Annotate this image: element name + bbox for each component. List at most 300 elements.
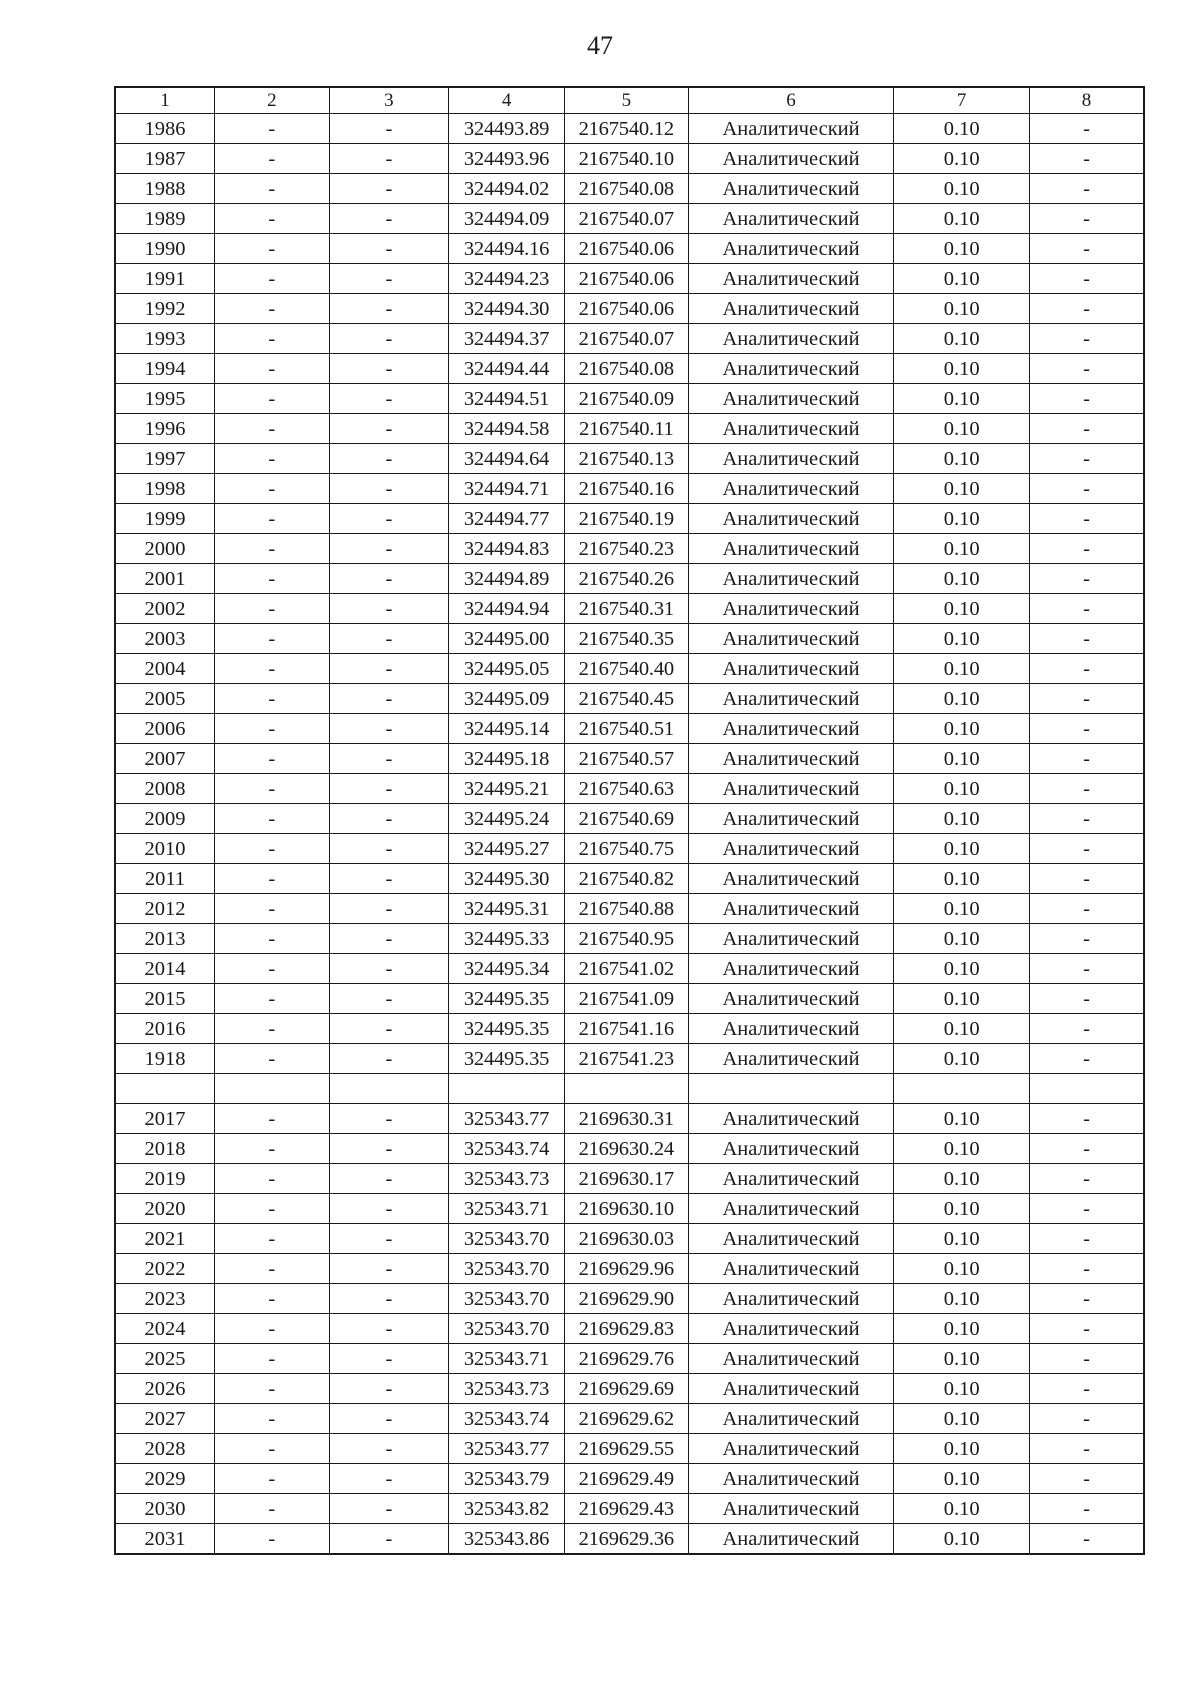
col-3-value-cell: - bbox=[329, 1434, 449, 1464]
col-8-value-cell: - bbox=[1029, 1104, 1144, 1134]
col-2-value-cell: - bbox=[215, 204, 329, 234]
method-cell: Аналитический bbox=[688, 744, 894, 774]
table-row bbox=[115, 234, 1144, 264]
col-8-value-cell: - bbox=[1029, 1434, 1144, 1464]
point-number-cell: 2015 bbox=[115, 984, 215, 1014]
point-number-cell: 2020 bbox=[115, 1194, 215, 1224]
table-row bbox=[115, 1254, 1144, 1284]
method-cell: Аналитический bbox=[688, 774, 894, 804]
method-cell: Аналитический bbox=[688, 924, 894, 954]
col-3-value-cell: - bbox=[329, 534, 449, 564]
y-coordinate-cell: 2167540.51 bbox=[564, 714, 688, 744]
col-8-value-cell: - bbox=[1029, 414, 1144, 444]
x-coordinate-cell: 324493.89 bbox=[449, 114, 565, 144]
point-number-cell: 1993 bbox=[115, 324, 215, 354]
accuracy-cell: 0.10 bbox=[894, 714, 1030, 744]
col-8-value-cell: - bbox=[1029, 834, 1144, 864]
col-3-value-cell bbox=[329, 1074, 449, 1104]
x-coordinate-cell: 324494.58 bbox=[449, 414, 565, 444]
x-coordinate-cell: 324495.31 bbox=[449, 894, 565, 924]
y-coordinate-cell: 2169629.49 bbox=[564, 1464, 688, 1494]
col-2-value-cell: - bbox=[215, 1374, 329, 1404]
col-8-value-cell: - bbox=[1029, 534, 1144, 564]
x-coordinate-cell: 324495.14 bbox=[449, 714, 565, 744]
x-coordinate-cell: 325343.70 bbox=[449, 1314, 565, 1344]
accuracy-cell: 0.10 bbox=[894, 1344, 1030, 1374]
col-2-value-cell: - bbox=[215, 534, 329, 564]
accuracy-cell: 0.10 bbox=[894, 954, 1030, 984]
col-3-value-cell: - bbox=[329, 1194, 449, 1224]
point-number-cell: 2006 bbox=[115, 714, 215, 744]
col-8-value-cell: - bbox=[1029, 1164, 1144, 1194]
accuracy-cell: 0.10 bbox=[894, 564, 1030, 594]
col-8-value-cell: - bbox=[1029, 324, 1144, 354]
point-number-cell: 2018 bbox=[115, 1134, 215, 1164]
y-coordinate-cell: 2169630.24 bbox=[564, 1134, 688, 1164]
point-number-cell: 2008 bbox=[115, 774, 215, 804]
table-row bbox=[115, 654, 1144, 684]
accuracy-cell: 0.10 bbox=[894, 594, 1030, 624]
point-number-cell: 2007 bbox=[115, 744, 215, 774]
col-2-value-cell: - bbox=[215, 894, 329, 924]
table-row bbox=[115, 174, 1144, 204]
col-8-value-cell: - bbox=[1029, 864, 1144, 894]
col-2-value-cell: - bbox=[215, 654, 329, 684]
table-row bbox=[115, 354, 1144, 384]
accuracy-cell: 0.10 bbox=[894, 864, 1030, 894]
point-number-cell: 2023 bbox=[115, 1284, 215, 1314]
table-row bbox=[115, 144, 1144, 174]
x-coordinate-cell: 325343.73 bbox=[449, 1164, 565, 1194]
x-coordinate-cell: 324495.35 bbox=[449, 1044, 565, 1074]
point-number-cell: 2021 bbox=[115, 1224, 215, 1254]
table-row bbox=[115, 534, 1144, 564]
point-number-cell: 1987 bbox=[115, 144, 215, 174]
accuracy-cell: 0.10 bbox=[894, 354, 1030, 384]
x-coordinate-cell: 324494.02 bbox=[449, 174, 565, 204]
method-cell: Аналитический bbox=[688, 324, 894, 354]
col-8-value-cell: - bbox=[1029, 564, 1144, 594]
method-cell: Аналитический bbox=[688, 1404, 894, 1434]
table-row bbox=[115, 864, 1144, 894]
method-cell: Аналитический bbox=[688, 1194, 894, 1224]
method-cell: Аналитический bbox=[688, 654, 894, 684]
col-2-value-cell: - bbox=[215, 924, 329, 954]
point-number-cell: 2031 bbox=[115, 1524, 215, 1555]
col-3-value-cell: - bbox=[329, 954, 449, 984]
point-number-cell: 2004 bbox=[115, 654, 215, 684]
y-coordinate-cell bbox=[564, 1074, 688, 1104]
table-row bbox=[115, 924, 1144, 954]
point-number-cell: 1990 bbox=[115, 234, 215, 264]
y-coordinate-cell: 2167540.13 bbox=[564, 444, 688, 474]
table-body bbox=[115, 87, 1144, 1554]
col-2-value-cell: - bbox=[215, 1254, 329, 1284]
col-8-value-cell: - bbox=[1029, 1254, 1144, 1284]
y-coordinate-cell: 2169629.62 bbox=[564, 1404, 688, 1434]
x-coordinate-cell bbox=[449, 1074, 565, 1104]
col-3-value-cell: - bbox=[329, 1044, 449, 1074]
x-coordinate-cell: 324495.09 bbox=[449, 684, 565, 714]
y-coordinate-cell: 2169629.90 bbox=[564, 1284, 688, 1314]
x-coordinate-cell: 324495.05 bbox=[449, 654, 565, 684]
col-8-value-cell: - bbox=[1029, 924, 1144, 954]
col-3-value-cell: - bbox=[329, 594, 449, 624]
col-2-value-cell: - bbox=[215, 864, 329, 894]
point-number-cell: 2001 bbox=[115, 564, 215, 594]
method-cell: Аналитический bbox=[688, 1374, 894, 1404]
accuracy-cell: 0.10 bbox=[894, 894, 1030, 924]
table-header-row bbox=[115, 87, 1144, 114]
accuracy-cell bbox=[894, 1074, 1030, 1104]
accuracy-cell: 0.10 bbox=[894, 1374, 1030, 1404]
col-3-value-cell: - bbox=[329, 504, 449, 534]
col-2-value-cell: - bbox=[215, 1014, 329, 1044]
method-cell: Аналитический bbox=[688, 984, 894, 1014]
col-8-value-cell: - bbox=[1029, 1224, 1144, 1254]
col-8-value-cell: - bbox=[1029, 474, 1144, 504]
x-coordinate-cell: 324494.09 bbox=[449, 204, 565, 234]
table-row bbox=[115, 444, 1144, 474]
accuracy-cell: 0.10 bbox=[894, 1464, 1030, 1494]
method-cell: Аналитический bbox=[688, 684, 894, 714]
table-row bbox=[115, 744, 1144, 774]
method-cell: Аналитический bbox=[688, 204, 894, 234]
col-2-value-cell: - bbox=[215, 1464, 329, 1494]
point-number-cell: 1996 bbox=[115, 414, 215, 444]
accuracy-cell: 0.10 bbox=[894, 1104, 1030, 1134]
header-cell-6: 6 bbox=[688, 87, 894, 114]
x-coordinate-cell: 325343.70 bbox=[449, 1254, 565, 1284]
col-3-value-cell: - bbox=[329, 774, 449, 804]
header-cell-4: 4 bbox=[449, 87, 565, 114]
accuracy-cell: 0.10 bbox=[894, 234, 1030, 264]
method-cell: Аналитический bbox=[688, 1224, 894, 1254]
table-row bbox=[115, 114, 1144, 144]
col-8-value-cell: - bbox=[1029, 684, 1144, 714]
col-8-value-cell: - bbox=[1029, 984, 1144, 1014]
method-cell: Аналитический bbox=[688, 354, 894, 384]
table-row bbox=[115, 264, 1144, 294]
col-2-value-cell: - bbox=[215, 1104, 329, 1134]
y-coordinate-cell: 2167540.07 bbox=[564, 204, 688, 234]
y-coordinate-cell: 2167540.07 bbox=[564, 324, 688, 354]
col-2-value-cell: - bbox=[215, 1224, 329, 1254]
col-8-value-cell: - bbox=[1029, 804, 1144, 834]
accuracy-cell: 0.10 bbox=[894, 1284, 1030, 1314]
col-8-value-cell: - bbox=[1029, 144, 1144, 174]
table-row bbox=[115, 1134, 1144, 1164]
col-3-value-cell: - bbox=[329, 1254, 449, 1284]
y-coordinate-cell: 2167540.88 bbox=[564, 894, 688, 924]
y-coordinate-cell: 2169630.31 bbox=[564, 1104, 688, 1134]
table-row bbox=[115, 414, 1144, 444]
col-8-value-cell: - bbox=[1029, 174, 1144, 204]
y-coordinate-cell: 2167540.06 bbox=[564, 264, 688, 294]
table-row bbox=[115, 1074, 1144, 1104]
table-row bbox=[115, 1344, 1144, 1374]
table-row bbox=[115, 1044, 1144, 1074]
col-2-value-cell: - bbox=[215, 1134, 329, 1164]
point-number-cell: 2019 bbox=[115, 1164, 215, 1194]
col-3-value-cell: - bbox=[329, 1344, 449, 1374]
col-2-value-cell: - bbox=[215, 744, 329, 774]
x-coordinate-cell: 324494.44 bbox=[449, 354, 565, 384]
table-row bbox=[115, 1164, 1144, 1194]
method-cell: Аналитический bbox=[688, 1434, 894, 1464]
col-8-value-cell: - bbox=[1029, 1344, 1144, 1374]
table-row bbox=[115, 984, 1144, 1014]
col-8-value-cell: - bbox=[1029, 1374, 1144, 1404]
y-coordinate-cell: 2169630.10 bbox=[564, 1194, 688, 1224]
x-coordinate-cell: 324495.30 bbox=[449, 864, 565, 894]
y-coordinate-cell: 2167540.57 bbox=[564, 744, 688, 774]
col-2-value-cell: - bbox=[215, 354, 329, 384]
table-row bbox=[115, 684, 1144, 714]
y-coordinate-cell: 2167540.40 bbox=[564, 654, 688, 684]
col-2-value-cell: - bbox=[215, 384, 329, 414]
col-3-value-cell: - bbox=[329, 384, 449, 414]
x-coordinate-cell: 324495.24 bbox=[449, 804, 565, 834]
col-3-value-cell: - bbox=[329, 114, 449, 144]
accuracy-cell: 0.10 bbox=[894, 834, 1030, 864]
table-row bbox=[115, 474, 1144, 504]
method-cell: Аналитический bbox=[688, 264, 894, 294]
accuracy-cell: 0.10 bbox=[894, 264, 1030, 294]
col-8-value-cell: - bbox=[1029, 114, 1144, 144]
col-2-value-cell: - bbox=[215, 984, 329, 1014]
method-cell: Аналитический bbox=[688, 834, 894, 864]
method-cell: Аналитический bbox=[688, 1494, 894, 1524]
method-cell: Аналитический bbox=[688, 564, 894, 594]
method-cell: Аналитический bbox=[688, 714, 894, 744]
table-row bbox=[115, 564, 1144, 594]
method-cell: Аналитический bbox=[688, 234, 894, 264]
point-number-cell: 1991 bbox=[115, 264, 215, 294]
coordinate-table bbox=[114, 86, 1145, 1555]
col-3-value-cell: - bbox=[329, 294, 449, 324]
table-row bbox=[115, 1194, 1144, 1224]
y-coordinate-cell: 2169629.36 bbox=[564, 1524, 688, 1555]
col-3-value-cell: - bbox=[329, 414, 449, 444]
x-coordinate-cell: 324494.51 bbox=[449, 384, 565, 414]
y-coordinate-cell: 2169629.69 bbox=[564, 1374, 688, 1404]
col-8-value-cell: - bbox=[1029, 894, 1144, 924]
col-3-value-cell: - bbox=[329, 864, 449, 894]
col-3-value-cell: - bbox=[329, 924, 449, 954]
method-cell: Аналитический bbox=[688, 864, 894, 894]
x-coordinate-cell: 324493.96 bbox=[449, 144, 565, 174]
accuracy-cell: 0.10 bbox=[894, 534, 1030, 564]
point-number-cell: 2012 bbox=[115, 894, 215, 924]
y-coordinate-cell: 2167540.69 bbox=[564, 804, 688, 834]
method-cell: Аналитический bbox=[688, 1344, 894, 1374]
point-number-cell: 1998 bbox=[115, 474, 215, 504]
col-3-value-cell: - bbox=[329, 894, 449, 924]
col-2-value-cell: - bbox=[215, 234, 329, 264]
col-8-value-cell: - bbox=[1029, 294, 1144, 324]
col-8-value-cell: - bbox=[1029, 1524, 1144, 1555]
y-coordinate-cell: 2167540.19 bbox=[564, 504, 688, 534]
col-2-value-cell: - bbox=[215, 144, 329, 174]
method-cell: Аналитический bbox=[688, 1104, 894, 1134]
col-2-value-cell: - bbox=[215, 1404, 329, 1434]
col-3-value-cell: - bbox=[329, 354, 449, 384]
col-2-value-cell: - bbox=[215, 774, 329, 804]
col-3-value-cell: - bbox=[329, 834, 449, 864]
accuracy-cell: 0.10 bbox=[894, 1314, 1030, 1344]
y-coordinate-cell: 2169629.43 bbox=[564, 1494, 688, 1524]
x-coordinate-cell: 325343.77 bbox=[449, 1104, 565, 1134]
col-8-value-cell: - bbox=[1029, 354, 1144, 384]
accuracy-cell: 0.10 bbox=[894, 474, 1030, 504]
col-2-value-cell: - bbox=[215, 1314, 329, 1344]
col-2-value-cell: - bbox=[215, 1194, 329, 1224]
col-8-value-cell: - bbox=[1029, 1194, 1144, 1224]
point-number-cell: 2005 bbox=[115, 684, 215, 714]
method-cell: Аналитический bbox=[688, 624, 894, 654]
point-number-cell: 1997 bbox=[115, 444, 215, 474]
y-coordinate-cell: 2167540.09 bbox=[564, 384, 688, 414]
table-row bbox=[115, 1374, 1144, 1404]
point-number-cell: 2024 bbox=[115, 1314, 215, 1344]
x-coordinate-cell: 325343.73 bbox=[449, 1374, 565, 1404]
col-8-value-cell: - bbox=[1029, 1284, 1144, 1314]
col-2-value-cell: - bbox=[215, 1434, 329, 1464]
col-3-value-cell: - bbox=[329, 1314, 449, 1344]
col-2-value-cell: - bbox=[215, 684, 329, 714]
col-2-value-cell: - bbox=[215, 174, 329, 204]
x-coordinate-cell: 325343.74 bbox=[449, 1134, 565, 1164]
y-coordinate-cell: 2167541.23 bbox=[564, 1044, 688, 1074]
table-row bbox=[115, 504, 1144, 534]
col-8-value-cell: - bbox=[1029, 1404, 1144, 1434]
x-coordinate-cell: 324495.35 bbox=[449, 984, 565, 1014]
y-coordinate-cell: 2167540.06 bbox=[564, 234, 688, 264]
y-coordinate-cell: 2167540.26 bbox=[564, 564, 688, 594]
accuracy-cell: 0.10 bbox=[894, 114, 1030, 144]
col-2-value-cell bbox=[215, 1074, 329, 1104]
col-3-value-cell: - bbox=[329, 234, 449, 264]
col-3-value-cell: - bbox=[329, 1164, 449, 1194]
point-number-cell: 2027 bbox=[115, 1404, 215, 1434]
col-2-value-cell: - bbox=[215, 714, 329, 744]
col-8-value-cell: - bbox=[1029, 504, 1144, 534]
col-2-value-cell: - bbox=[215, 834, 329, 864]
point-number-cell: 1989 bbox=[115, 204, 215, 234]
x-coordinate-cell: 325343.82 bbox=[449, 1494, 565, 1524]
x-coordinate-cell: 325343.77 bbox=[449, 1434, 565, 1464]
accuracy-cell: 0.10 bbox=[894, 1254, 1030, 1284]
y-coordinate-cell: 2167541.09 bbox=[564, 984, 688, 1014]
point-number-cell: 2030 bbox=[115, 1494, 215, 1524]
col-3-value-cell: - bbox=[329, 1494, 449, 1524]
point-number-cell: 2014 bbox=[115, 954, 215, 984]
col-8-value-cell: - bbox=[1029, 444, 1144, 474]
col-8-value-cell: - bbox=[1029, 774, 1144, 804]
col-8-value-cell: - bbox=[1029, 624, 1144, 654]
accuracy-cell: 0.10 bbox=[894, 774, 1030, 804]
point-number-cell: 2010 bbox=[115, 834, 215, 864]
accuracy-cell: 0.10 bbox=[894, 1014, 1030, 1044]
method-cell: Аналитический bbox=[688, 114, 894, 144]
accuracy-cell: 0.10 bbox=[894, 324, 1030, 354]
accuracy-cell: 0.10 bbox=[894, 1434, 1030, 1464]
table-row bbox=[115, 1494, 1144, 1524]
accuracy-cell: 0.10 bbox=[894, 684, 1030, 714]
table-row bbox=[115, 1014, 1144, 1044]
col-3-value-cell: - bbox=[329, 684, 449, 714]
y-coordinate-cell: 2167541.16 bbox=[564, 1014, 688, 1044]
accuracy-cell: 0.10 bbox=[894, 1224, 1030, 1254]
point-number-cell: 2016 bbox=[115, 1014, 215, 1044]
col-3-value-cell: - bbox=[329, 1014, 449, 1044]
y-coordinate-cell: 2167540.10 bbox=[564, 144, 688, 174]
table-row bbox=[115, 1104, 1144, 1134]
col-2-value-cell: - bbox=[215, 114, 329, 144]
method-cell: Аналитический bbox=[688, 414, 894, 444]
method-cell: Аналитический bbox=[688, 384, 894, 414]
col-3-value-cell: - bbox=[329, 1104, 449, 1134]
col-8-value-cell: - bbox=[1029, 234, 1144, 264]
col-8-value-cell: - bbox=[1029, 264, 1144, 294]
col-8-value-cell: - bbox=[1029, 1014, 1144, 1044]
table-row bbox=[115, 1434, 1144, 1464]
col-2-value-cell: - bbox=[215, 1524, 329, 1555]
col-8-value-cell: - bbox=[1029, 954, 1144, 984]
accuracy-cell: 0.10 bbox=[894, 654, 1030, 684]
x-coordinate-cell: 324494.77 bbox=[449, 504, 565, 534]
accuracy-cell: 0.10 bbox=[894, 624, 1030, 654]
table-row bbox=[115, 204, 1144, 234]
col-8-value-cell: - bbox=[1029, 1464, 1144, 1494]
table-row bbox=[115, 294, 1144, 324]
y-coordinate-cell: 2169630.03 bbox=[564, 1224, 688, 1254]
col-8-value-cell: - bbox=[1029, 654, 1144, 684]
col-8-value-cell: - bbox=[1029, 1494, 1144, 1524]
point-number-cell: 1986 bbox=[115, 114, 215, 144]
point-number-cell: 2017 bbox=[115, 1104, 215, 1134]
col-2-value-cell: - bbox=[215, 1284, 329, 1314]
accuracy-cell: 0.10 bbox=[894, 984, 1030, 1014]
accuracy-cell: 0.10 bbox=[894, 1044, 1030, 1074]
y-coordinate-cell: 2167541.02 bbox=[564, 954, 688, 984]
method-cell: Аналитический bbox=[688, 894, 894, 924]
col-3-value-cell: - bbox=[329, 204, 449, 234]
x-coordinate-cell: 325343.70 bbox=[449, 1284, 565, 1314]
accuracy-cell: 0.10 bbox=[894, 1494, 1030, 1524]
point-number-cell: 2011 bbox=[115, 864, 215, 894]
col-3-value-cell: - bbox=[329, 744, 449, 774]
col-8-value-cell: - bbox=[1029, 744, 1144, 774]
table-row bbox=[115, 1284, 1144, 1314]
col-2-value-cell: - bbox=[215, 324, 329, 354]
method-cell: Аналитический bbox=[688, 474, 894, 504]
y-coordinate-cell: 2167540.12 bbox=[564, 114, 688, 144]
x-coordinate-cell: 325343.70 bbox=[449, 1224, 565, 1254]
col-3-value-cell: - bbox=[329, 1134, 449, 1164]
col-2-value-cell: - bbox=[215, 414, 329, 444]
accuracy-cell: 0.10 bbox=[894, 1164, 1030, 1194]
y-coordinate-cell: 2169630.17 bbox=[564, 1164, 688, 1194]
table-row bbox=[115, 624, 1144, 654]
y-coordinate-cell: 2167540.95 bbox=[564, 924, 688, 954]
col-2-value-cell: - bbox=[215, 444, 329, 474]
table-row bbox=[115, 1464, 1144, 1494]
method-cell: Аналитический bbox=[688, 804, 894, 834]
y-coordinate-cell: 2167540.63 bbox=[564, 774, 688, 804]
col-2-value-cell: - bbox=[215, 1494, 329, 1524]
